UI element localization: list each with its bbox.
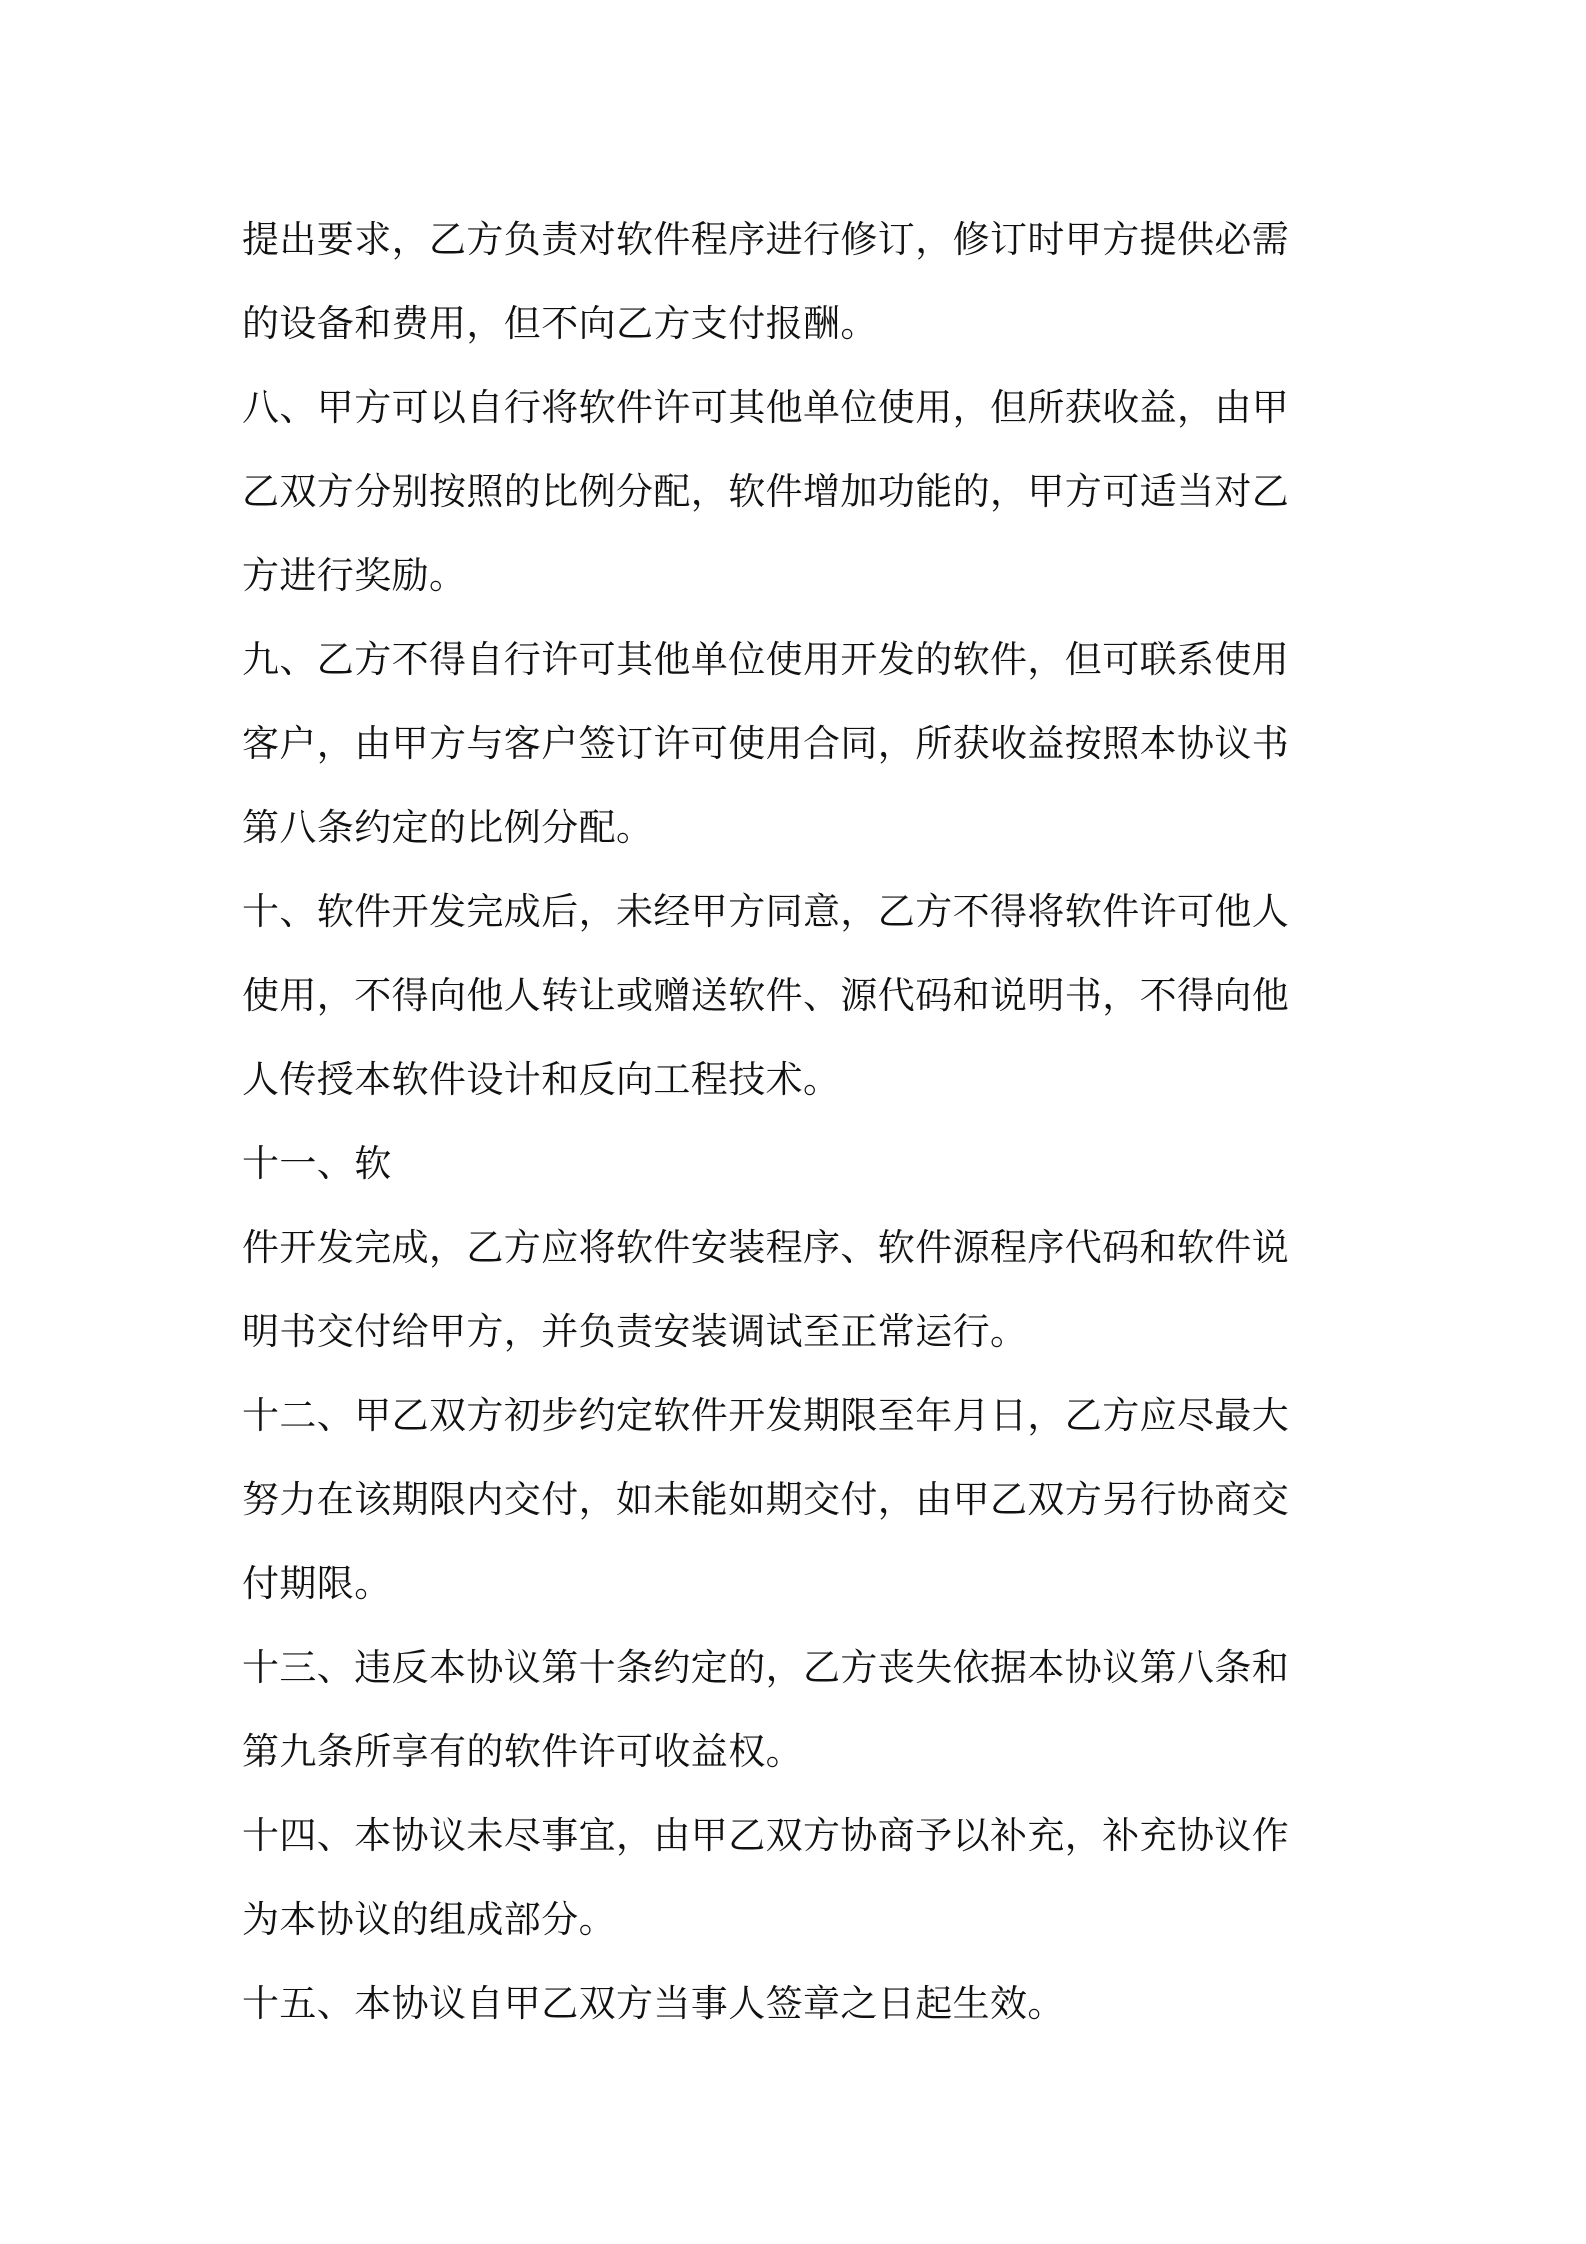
text-line: 件开发完成，乙方应将软件安装程序、软件源程序代码和软件说 xyxy=(242,1226,1290,1269)
text-line: 十三、违反本协议第十条约定的，乙方丧失依据本协议第八条和 xyxy=(242,1646,1290,1689)
text-line: 的设备和费用，但不向乙方支付报酬。 xyxy=(242,302,878,345)
text-line: 十、软件开发完成后，未经甲方同意，乙方不得将软件许可他人 xyxy=(242,890,1290,933)
text-line: 客户，由甲方与客户签订许可使用合同，所获收益按照本协议书 xyxy=(242,722,1290,765)
text-line: 九、乙方不得自行许可其他单位使用开发的软件，但可联系使用 xyxy=(242,638,1290,681)
text-line: 八、甲方可以自行将软件许可其他单位使用，但所获收益，由甲 xyxy=(242,386,1290,429)
text-line: 明书交付给甲方，并负责安装调试至正常运行。 xyxy=(242,1310,1028,1353)
document-body xyxy=(242,198,1362,2046)
text-line: 十一、软 xyxy=(242,1142,392,1185)
text-line: 十四、本协议未尽事宜，由甲乙双方协商予以补充，补充协议作 xyxy=(242,1814,1290,1857)
text-line: 第八条约定的比例分配。 xyxy=(242,806,654,849)
text-line: 十二、甲乙双方初步约定软件开发期限至年月日，乙方应尽最大 xyxy=(242,1394,1290,1437)
text-line: 为本协议的组成部分。 xyxy=(242,1898,616,1941)
text-line: 付期限。 xyxy=(242,1562,392,1605)
text-line: 努力在该期限内交付，如未能如期交付，由甲乙双方另行协商交 xyxy=(242,1478,1290,1521)
text-line: 十五、本协议自甲乙双方当事人签章之日起生效。 xyxy=(242,1982,1065,2025)
text-line: 方进行奖励。 xyxy=(242,554,467,597)
text-line: 乙双方分别按照的比例分配，软件增加功能的，甲方可适当对乙 xyxy=(242,470,1290,513)
text-line: 提出要求，乙方负责对软件程序进行修订，修订时甲方提供必需 xyxy=(242,218,1290,261)
text-line: 人传授本软件设计和反向工程技术。 xyxy=(242,1058,841,1101)
text-line: 使用，不得向他人转让或赠送软件、源代码和说明书，不得向他 xyxy=(242,974,1290,1017)
text-line: 第九条所享有的软件许可收益权。 xyxy=(242,1730,803,1773)
